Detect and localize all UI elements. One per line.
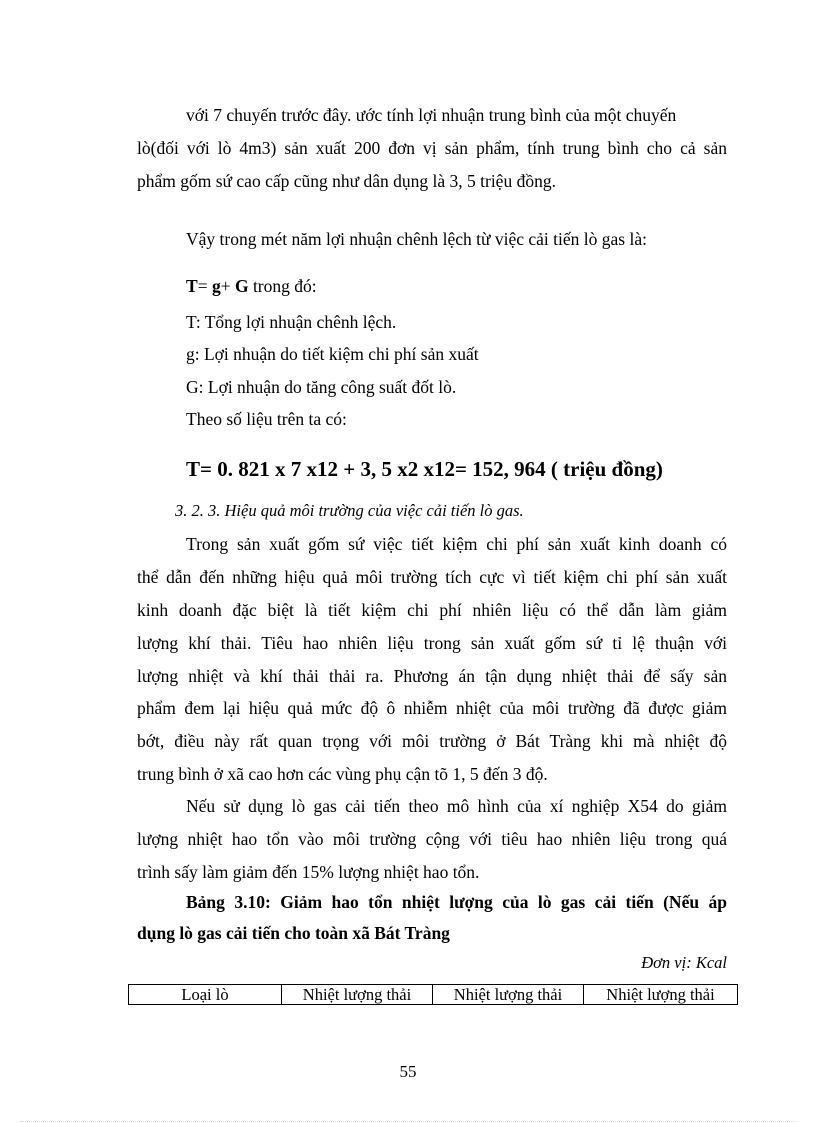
table-header-cell: Nhiệt lượng thải [584, 985, 738, 1005]
paragraph-3-line-4: lượng khí thải. Tiêu hao nhiên liệu trong sản xuất gốm sứ tỉ lệ thuận với [137, 633, 727, 653]
paragraph-3-line-8: trung bình ở xã cao hơn các vùng phụ cận tõ 1, 5 đến 3 độ. [137, 764, 548, 784]
page-bottom-divider [20, 1121, 796, 1122]
paragraph-4-line-2: lượng nhiệt hao tổn vào môi trường cộng với tiêu hao nhiên liệu trong quá [137, 829, 727, 849]
paragraph-3-line-6: phẩm đem lại hiệu quả mức độ ô nhiễm nhiệt của môi trường đã được giảm [137, 698, 727, 718]
table-header-cell: Loại lò [129, 985, 282, 1005]
paragraph-3-line-2: thể dẫn đến những hiệu quả môi trường tích cực vì tiết kiệm chi phí sản xuất [137, 567, 727, 587]
definition-G: G: Lợi nhuận do tăng công suất đốt lò. [186, 377, 457, 397]
formula-definition [186, 275, 317, 297]
formula-G: G [234, 276, 249, 296]
paragraph-4-line-3: trình sấy làm giảm đến 15% lượng nhiệt hao tổn. [137, 862, 480, 882]
table-caption-line-2: dụng lò gas cải tiến cho toàn xã Bát Tràng [137, 923, 450, 943]
calculation-formula: T= 0. 821 x 7 x12 + 3, 5 x2 x12= 152, 964 ( triệu đồng) [186, 457, 663, 481]
table-header-row [129, 985, 738, 1005]
paragraph-4-line-1: Nếu sử dụng lò gas cải tiến theo mô hình của xí nghiệp X54 do giảm [186, 796, 727, 816]
formula-g: g [211, 276, 221, 296]
heat-loss-table [128, 984, 738, 1005]
formula-T: T [186, 276, 198, 296]
paragraph-2: Vậy trong mét năm lợi nhuận chênh lệch từ việc cải tiến lò gas là: [186, 229, 647, 249]
paragraph-3-line-5: lượng nhiệt và khí thải thải ra. Phương án tận dụng nhiệt thải để sấy sản [137, 666, 727, 686]
table-unit: Đơn vị: Kcal [641, 953, 727, 972]
formula-rest: trong đó: [248, 276, 317, 296]
paragraph-3-line-7: bớt, điều này rất quan trọng với môi trường ở Bát Tràng khi mà nhiệt độ [137, 731, 727, 751]
definition-T: T: Tổng lợi nhuận chênh lệch. [186, 312, 397, 332]
page-number: 55 [399, 1062, 417, 1081]
paragraph-3-line-1: Trong sản xuất gốm sứ việc tiết kiệm chi phí sản xuất kinh doanh có [186, 534, 727, 554]
paragraph-1-line-3: phẩm gốm sứ cao cấp cũng như dân dụng là 3, 5 triệu đồng. [137, 171, 556, 191]
table-caption-line-1: Bảng 3.10: Giảm hao tổn nhiệt lượng của lò gas cải tiến (Nếu áp [186, 892, 727, 912]
table-header-cell: Nhiệt lượng thải [282, 985, 433, 1005]
definition-g: g: Lợi nhuận do tiết kiệm chi phí sản xuất [186, 344, 479, 364]
paragraph-1-line-2: lò(đối với lò 4m3) sản xuất 200 đơn vị sản phẩm, tính trung bình cho cả sản [137, 138, 727, 158]
data-intro: Theo số liệu trên ta có: [186, 409, 347, 429]
section-heading: 3. 2. 3. Hiệu quả môi trường của việc cải tiến lò gas. [175, 501, 524, 520]
formula-eq: = [197, 276, 212, 296]
formula-plus: + [220, 276, 235, 296]
table-header-cell: Nhiệt lượng thải [433, 985, 584, 1005]
paragraph-1-line-1: với 7 chuyến trước đây. ước tính lợi nhuận trung bình của một chuyến [186, 105, 677, 125]
paragraph-3-line-3: kinh doanh đặc biệt là tiết kiệm chi phí nhiên liệu có thể dẫn làm giảm [137, 600, 727, 620]
